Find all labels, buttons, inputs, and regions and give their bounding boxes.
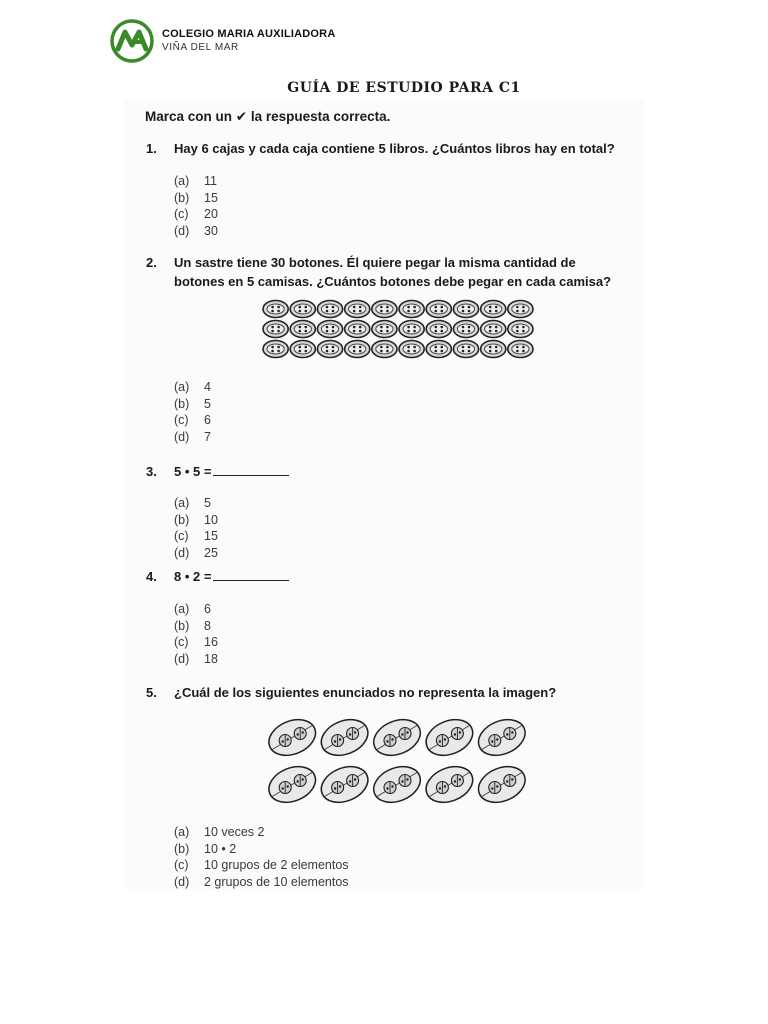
answer-blank[interactable] [213, 568, 289, 581]
option-letter: (c) [174, 207, 189, 222]
question-text [174, 567, 644, 586]
button-icon [399, 341, 424, 358]
school-header [108, 16, 335, 66]
ladybug-leaves-figure [266, 714, 528, 808]
equation: 5 • 5 = [174, 464, 212, 479]
option-text: 10 [204, 512, 218, 527]
options-list [174, 824, 349, 890]
page-title: GUÍA DE ESTUDIO PARA C1 [287, 80, 521, 96]
option-letter: (a) [174, 602, 190, 616]
question-number: 2. [146, 255, 157, 270]
option[interactable] [174, 824, 349, 841]
option[interactable] [174, 874, 349, 891]
option-text: 7 [204, 429, 211, 444]
button-icon [290, 301, 315, 318]
option-letter: (c) [174, 413, 189, 428]
option-letter: (d) [174, 223, 190, 238]
option-text: 8 [204, 618, 211, 633]
button-icon [372, 321, 397, 338]
button-icon [290, 341, 315, 358]
option[interactable] [174, 412, 211, 429]
question-number: 5. [146, 685, 157, 700]
ladybug-leaf-icon [266, 714, 321, 762]
question-number: 1. [146, 141, 157, 156]
button-icon [481, 341, 506, 358]
option-text: 2 grupos de 10 elementos [204, 874, 349, 889]
button-icon [453, 321, 478, 338]
button-icon [372, 301, 397, 318]
option-letter: (b) [174, 841, 190, 856]
button-icon [426, 341, 451, 358]
button-icon [453, 341, 478, 358]
equation: 8 • 2 = [174, 569, 212, 584]
option-letter: (a) [174, 174, 190, 188]
school-logo-icon [108, 18, 156, 64]
button-icon [508, 321, 533, 338]
option-text: 11 [204, 174, 217, 188]
question-text [174, 253, 644, 291]
options-list [174, 495, 218, 561]
question-text: Hay 6 cajas y cada caja contiene 5 libros. ¿Cuántos libros hay en total? [174, 141, 615, 156]
option-text: 5 [204, 496, 211, 510]
button-icon [426, 321, 451, 338]
option[interactable] [174, 173, 218, 190]
ladybug-leaf-icon [368, 714, 425, 762]
school-info [162, 28, 335, 54]
button-icon [345, 301, 370, 318]
option-text: 4 [204, 380, 211, 394]
button-icon [317, 341, 342, 358]
option[interactable] [174, 512, 218, 529]
button-icon [508, 301, 533, 318]
button-icon [317, 301, 342, 318]
option[interactable] [174, 528, 218, 545]
option-text: 10 • 2 [204, 841, 237, 856]
option-text: 25 [204, 545, 218, 560]
question-text-line: Un sastre tiene 30 botones. Él quiere pegar la misma cantidad de [174, 255, 576, 270]
options-list [174, 601, 218, 667]
option-letter: (b) [174, 618, 190, 633]
option[interactable] [174, 223, 218, 240]
ladybug-leaf-icon [266, 760, 321, 808]
button-icon [263, 301, 288, 318]
option-letter: (a) [174, 496, 190, 510]
ladybug-leaf-icon [473, 760, 528, 808]
button-icon [290, 321, 315, 338]
button-icon [317, 321, 342, 338]
instructions: Marca con un ✔ la respuesta correcta. [145, 109, 391, 124]
option[interactable] [174, 841, 349, 858]
option-letter: (c) [174, 858, 189, 873]
option-letter: (d) [174, 545, 190, 560]
option-letter: (a) [174, 825, 190, 839]
option[interactable] [174, 601, 218, 618]
button-icon [481, 321, 506, 338]
option[interactable] [174, 379, 211, 396]
option-letter: (b) [174, 396, 190, 411]
option-text: 15 [204, 190, 218, 205]
option[interactable] [174, 206, 218, 223]
option[interactable] [174, 857, 349, 874]
option[interactable] [174, 396, 211, 413]
option-letter: (d) [174, 429, 190, 444]
option[interactable] [174, 190, 218, 207]
ladybug-leaf-icon [368, 760, 425, 808]
question-text: ¿Cuál de los siguientes enunciados no representa la imagen? [174, 685, 557, 700]
option-letter: (b) [174, 512, 190, 527]
option[interactable] [174, 545, 218, 562]
option-text: 10 veces 2 [204, 825, 265, 839]
option[interactable] [174, 429, 211, 446]
option[interactable] [174, 618, 218, 635]
options-list [174, 173, 218, 239]
option-text: 6 [204, 602, 211, 616]
button-icon [345, 321, 370, 338]
option-text: 5 [204, 396, 211, 411]
option-text: 15 [204, 529, 218, 544]
option-text: 18 [204, 651, 218, 666]
option-letter: (a) [174, 380, 190, 394]
option[interactable] [174, 651, 218, 668]
school-city: VIÑA DEL MAR [162, 42, 239, 53]
option-letter: (d) [174, 874, 190, 889]
option-text: 16 [204, 635, 218, 650]
option-letter: (d) [174, 651, 190, 666]
option-letter: (b) [174, 190, 190, 205]
button-icon [481, 301, 506, 318]
option-letter: (c) [174, 529, 189, 544]
button-icon [508, 341, 533, 358]
option-text: 10 grupos de 2 elementos [204, 858, 349, 873]
button-icon [345, 341, 370, 358]
ladybug-leaf-icon [421, 714, 478, 762]
school-name: COLEGIO MARIA AUXILIADORA [162, 28, 336, 40]
option-text: 20 [204, 207, 218, 222]
button-icon [399, 321, 424, 338]
option-letter: (c) [174, 635, 189, 650]
button-icon [263, 341, 288, 358]
button-icon [263, 321, 288, 338]
option[interactable] [174, 495, 218, 512]
button-icon [426, 301, 451, 318]
ladybug-leaf-icon [473, 714, 528, 762]
option-text: 30 [204, 223, 218, 238]
button-icon [453, 301, 478, 318]
question-text [174, 462, 644, 481]
buttons-figure [262, 299, 534, 359]
answer-blank[interactable] [213, 463, 289, 476]
question-text-line: botones en 5 camisas. ¿Cuántos botones debe pegar en cada camisa? [174, 274, 612, 289]
ladybug-leaf-icon [421, 760, 478, 808]
options-list [174, 379, 211, 445]
ladybug-leaf-icon [316, 714, 373, 762]
question-number: 3. [146, 464, 157, 479]
button-icon [372, 341, 397, 358]
option[interactable] [174, 634, 218, 651]
ladybug-leaf-icon [316, 760, 373, 808]
button-icon [399, 301, 424, 318]
question-number: 4. [146, 569, 157, 584]
option-text: 6 [204, 413, 211, 428]
